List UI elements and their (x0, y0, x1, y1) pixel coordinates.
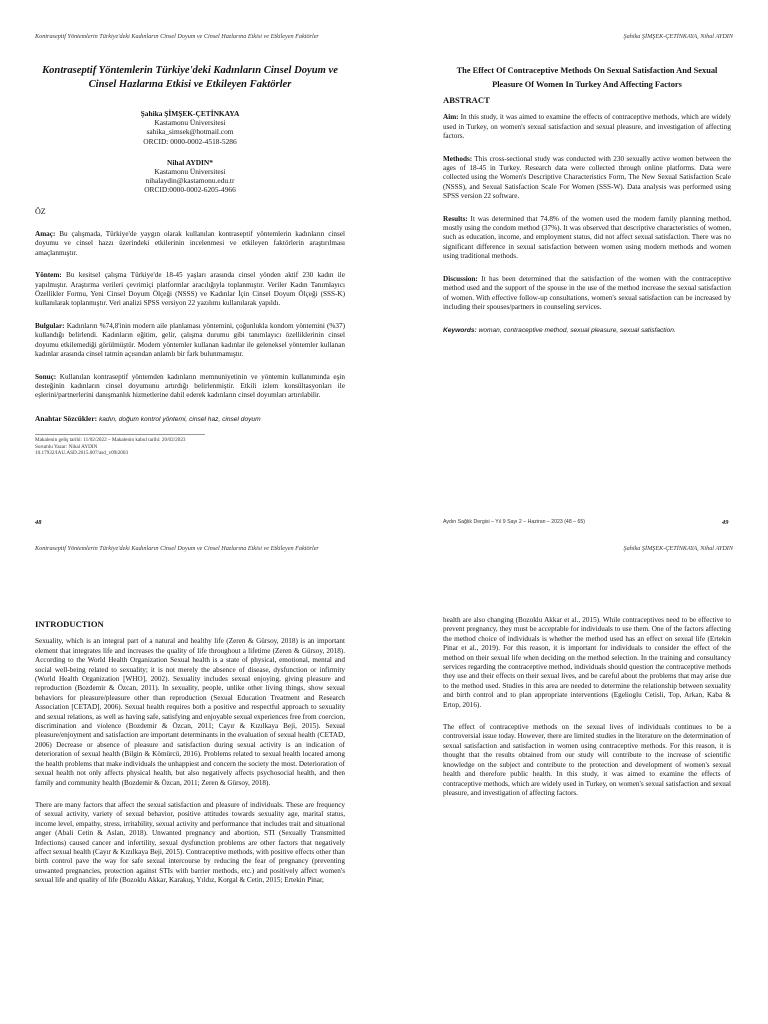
intro-paragraph-1: Sexuality, which is an integral part of a natural and healthy life (Zeren & Gürsoy, 2018) is an important element that integrates life and increases the quality of life throughout a lifetime (Zeren & Gürsoy, 2018). According to the World Health Organization Sexual health is a state of physical, emotional, mental and social well-being related to sexuality; it is not merely the absence of disease, dysfunction or infirmity (World Health Organization [WHO], 2002). Sexuality includes sexual enjoying, giving pleasure and reproduction (Bozdemir & Özcan, 2011). In sexuality, people, unlike other living things, show sexual behaviors for pleasure/pleasure other than reproduction (Sexual Education Treatment and Research Association [CETAD], 2006). Sexual health requires both a positive and respectful approach to sexuality and sexual relations, as well as having safe, satisfying and enjoyable sexual experiences free from coercion, discrimination and violence (Bozdemir & Özcan, 2011; Cayır & Kızılkaya Beji, 2015). Sexual pleasure/enjoyment and satisfaction are important determinants in the evaluation of sexual health (CETAD, 2006) Decrease or absence of pleasure and satisfaction during sexual activity is an indication of deterioration of sexual health (Bilgin & Kömürcü, 2016). Problems related to sexual health located among the health problems that make individuals the unhappiest and concern the society the most. Deterioration of sexual health not only affects physical health, but also negatively affects psychosocial health, and then family and community health (Bozdemir & Özcan, 2011; Zeren & Gürsoy, 2018). (35, 637, 345, 787)
bulgular-label: Bulgular: (35, 321, 65, 330)
author-1-name: Şahika ŞİMŞEK-ÇETİNKAYA (140, 109, 240, 118)
page-intro-right (384, 512, 768, 1024)
running-header-left: Kontraseptif Yöntemlerin Türkiye'deki Kadınların Cinsel Doyum ve Cinsel Hazlarına Etkisi ve Etkileyen Faktörler (35, 33, 319, 40)
keywords-text: woman, contraceptive method, sexual pleasure, sexual satisfaction. (478, 327, 676, 335)
author-1-block (35, 109, 345, 146)
yontem-label: Yöntem: (35, 271, 62, 280)
running-header-right: Şahika ŞİMŞEK-ÇETİNKAYA, Nihal AYDIN (623, 33, 733, 40)
intro-paragraph-2: There are many factors that affect the sexual satisfaction and pleasure of individuals. These are frequency of sexual activity, variety of sexual behavior, positive attitudes towards sexuality age, marital status, income level, empathy, stress, irritability, sexual activity and performance that includes trait and situational anger (Abali Cetin & Aslan, 2018). Unwanted pregnancy and abortion, STI (Sexually Transmitted Infections) caused cancer and infertility, sexual dysfunction problems are other factors that negatively affect sexual health (Cayır & Kızılkaya Beji, 2015). Contraceptive methods, with positive effects other than birth control pave the way for safe sexual intercourse by reducing the fear of pregnancy (preventing unwanted pregnancies, protection against STIs with barrier methods, etc.) and positively affect women's sexual life and quality of life (Bozoklu Akkar, Karakuş, Yıldız, Korgal & Cetin, 2015; Ertekin Pinar, (35, 800, 345, 885)
page-49 (384, 0, 768, 512)
anahtar-label: Anahtar Sözcükler: (35, 413, 98, 423)
discussion-paragraph (443, 275, 731, 313)
note-dates: Makalenin geliş tarihi: 11/02/2022 – Makalenin kabul tarihi: 20/02/2023 (35, 437, 186, 444)
results-paragraph (443, 215, 731, 262)
bulgular-text: Kadınların %74,8'inin modern aile planlaması yöntemini, çoğunlukla kondom yöntemini (%37) kullandığı belirlendi. Kadınların eğitim, gelir, çalışma durumu gibi tanımlayıcı özelliklerinin cinsel doyumu etkilemediği görülmüştür. Modern yöntemler kullanan kadınlar ile geleneksel yöntemler kullanan kadınlar arasında cinsel tatmin açısından anlamlı bir fark bulunmamıştır. (35, 321, 346, 359)
note-doi[interactable]: 10.17932/IAU.ASD.2015.007/asd_v09i2003 (35, 449, 129, 456)
english-title: The Effect Of Contraceptive Methods On Sexual Satisfaction And Sexual Pleasure Of Women In Turkey And Affecting Factors (456, 66, 718, 89)
author-2-orcid: ORCID:0000-0002-6205-4966 (144, 185, 236, 195)
methods-paragraph (443, 155, 731, 202)
sonuc-label: Sonuç: (35, 372, 57, 381)
oz-heading: ÖZ (35, 206, 46, 216)
journal-footer: Aydın Sağlık Dergisi – Yıl 9 Sayı 2 – Haziran – 2023 (48 – 65) (443, 519, 585, 525)
running-header-right-2: Şahika ŞİMŞEK-ÇETİNKAYA, Nihal AYDIN (623, 545, 733, 552)
abstract-heading: ABSTRACT (443, 95, 490, 105)
bulgular-paragraph (35, 322, 345, 360)
yontem-text: Bu kesitsel çalışma Türkiye'de 18-45 yaşları arasında cinsel yönden aktif 230 kadın ile yapılmıştır. Araştırma verileri çevrimiçi platformlar aracılığıyla toplanmıştır. Veriler Kadın Tanımlayıcı Özellikler Formu, Yeni Cinsel Doyum Ölçeği (NSSS) ve Kadınlar İçin Cinsel Doyum Ölçeği (SSS-K) kullanılarak toplanmıştır. Veri analizi SPSS versiyon 22 yazılımı kullanılarak yapıldı. (35, 271, 345, 308)
intro-paragraph-4: The effect of contraceptive methods on the sexual lives of individuals continues to be a controversial issue today. However, there are limited studies in the literature on the determination of sexual satisfaction and satisfaction in women using contraceptive methods. For this reason, it is thought that the results obtained from our study will contribute to the increase of scientific knowledge on the subject and contribute to the protection and development of women's sexual health and therefore public health. In this study, it was aimed to examine the effects of contraceptive methods, which are widely used in Turkey, on women's sexual satisfaction and sexual pleasure, and investigation of affecting factors. (443, 723, 731, 797)
aim-paragraph (443, 113, 731, 141)
keywords (443, 325, 731, 335)
discussion-text: It has been determined that the satisfaction of the women with the contraceptive method used and the support of the spouse in the use of the method increase the sexual satisfaction of women. With effective follow-up consultations, women's sexual satisfaction can be increased by including their spouses/partners in counseling services. (443, 274, 731, 311)
author-1-orcid: ORCID: 0000-0002-4518-5286 (143, 136, 237, 146)
sonuc-text: Kullanılan kontraseptif yöntemden kadınların memnuniyetinin ve yöntemin kullanımında eşin desteğinin kadınların cinsel doyumunu artırdığı belirlenmiştir. Etkili izlem konsültasyonları ile eşlerini/partnerlerini danışmanlık hizmetlerine dahil ederek kadınların cinsel doyumları artırılabilir. (35, 372, 346, 400)
running-header-left-2: Kontraseptif Yöntemlerin Türkiye'deki Kadınların Cinsel Doyum ve Cinsel Hazlarına Etkisi ve Etkileyen Faktörler (35, 545, 319, 552)
author-1-email[interactable]: sahika_simsek@hotmail.com (146, 127, 234, 137)
discussion-label: Discussion: (443, 274, 478, 283)
anahtar-text: kadın, doğum kontrol yöntemi, cinsel haz, cinsel doyum (98, 415, 261, 423)
note-corresponding: Sorumlu Yazar: Nihal AYDIN (35, 443, 98, 450)
results-label: Results: (443, 214, 468, 223)
methods-text: This cross-sectional study was conducted with 230 sexually active women between the ages of 18-45 in Turkey. Research data were collected through online platforms. Data were collected using the Women's Descriptive Characteristics Form, The New Sexual Satisfaction Scale (NSSS), and Sexual Satisfaction Scale For Women (SSS-W). Data analysis was performed using SPSS version 22 software. (443, 154, 731, 201)
turkish-abstract-column (35, 64, 345, 456)
aim-text: In this study, it was aimed to examine the effects of contraceptive methods, which are widely used in Turkey, on women's sexual satisfaction and sexual pleasure, and investigation of affecting factors. (443, 113, 732, 141)
turkish-title: Kontraseptif Yöntemlerin Türkiye'deki Kadınların Cinsel Doyum ve Cinsel Hazlarına Etkisi ve Etkileyen Faktörler (42, 65, 338, 90)
author-1-institution: Kastamonu Üniversitesi (154, 118, 226, 128)
results-text: It was determined that 74.8% of the women used the modern family planning method, mostly using the condom method (37%). It was observed that descriptive characteristics of women, such as education, income, and employment status, did not affect sexual satisfaction. There was no significant difference in sexual satisfaction between women using modern methods and women using traditional methods. (443, 214, 731, 261)
page-number-49: 49 (722, 519, 729, 526)
amac-text: Bu çalışmada, Türkiye'de yaygın olarak kullanılan kontraseptif yöntemlerin kadınların cinsel doyumu ve cinsel hazzı üzerindeki etkilerinin incelenmesi ve etkileyen faktörlerin araştırılması amaçlanmıştır. (35, 230, 346, 257)
keywords-label: Keywords: (443, 327, 477, 335)
author-2-name: Nihal AYDIN* (167, 157, 213, 167)
amac-label: Amaç: (35, 230, 56, 239)
amac-paragraph (35, 230, 345, 258)
author-2-institution: Kastamonu Üniversitesi (154, 167, 226, 177)
page-number-48: 48 (35, 519, 42, 526)
sonuc-paragraph (35, 373, 345, 401)
aim-label: Aim: (443, 113, 459, 122)
author-2-block (35, 158, 345, 195)
methods-label: Methods: (443, 154, 473, 163)
intro-paragraph-3: health are also changing (Bozoklu Akkar et al., 2015). While contraceptives need to be effective to prevent pregnancy, they must be acceptable for individuals to use them. One of the factors affecting the method choice of individuals is whether the method used has an effect on sexual life (Ertekin Pinar et al., 2019). For this reason, it is important for individuals to consider the effect of the method on their sexual life when deciding on the method selection. In the training and consultancy services regarding the contraceptive method, individuals should question the contraceptive methods they use and their effects on their sexual lives, and be careful about the problems that may arise due to the method used. Studies in this area are needed to determine the relationship between sexuality and birth control and to plan appropriate interventions (Egelioglu Cetisli, Top, Arkan, Kaba & Ertop, 2016). (443, 616, 731, 709)
article-notes (35, 434, 205, 456)
page-48 (0, 0, 384, 512)
author-2-email[interactable]: nihalaydin@kastamonu.edu.tr (145, 176, 235, 186)
page-intro-left (0, 512, 384, 1024)
introduction-heading: INTRODUCTION (35, 619, 104, 629)
intro-right-column (443, 616, 731, 811)
english-abstract-column (443, 64, 731, 336)
intro-left-column (35, 618, 345, 899)
yontem-paragraph (35, 271, 345, 309)
anahtar-sozcukler (35, 414, 345, 424)
